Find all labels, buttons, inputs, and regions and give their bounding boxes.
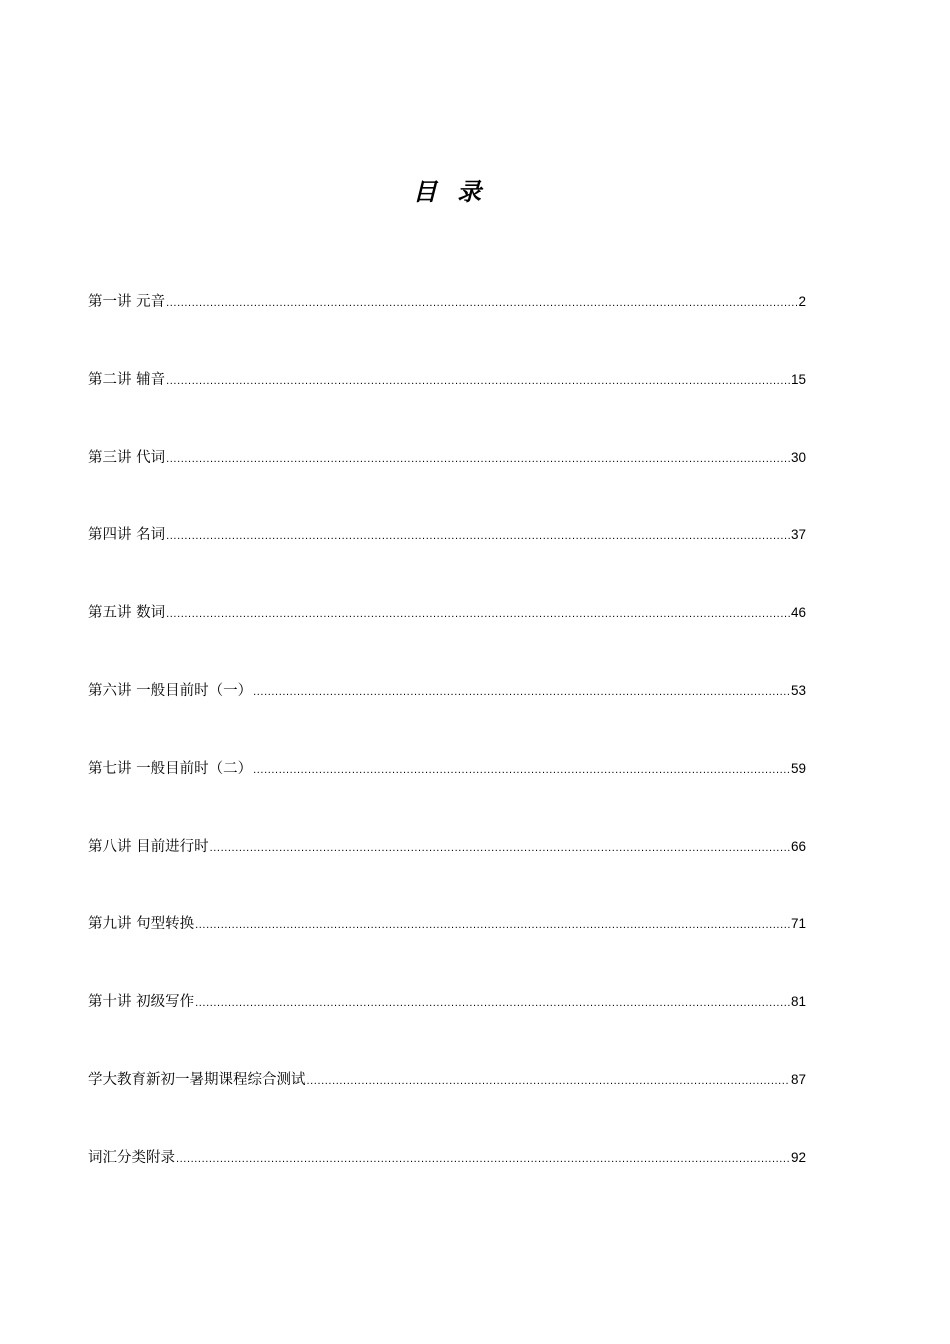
toc-page-number: 37 <box>790 527 806 543</box>
dot-leader <box>166 370 790 392</box>
toc-page-number: 87 <box>790 1071 806 1087</box>
toc-page-number: 59 <box>790 760 806 776</box>
toc-page-number: 71 <box>790 916 806 932</box>
dot-leader <box>166 292 797 314</box>
toc-entry-10[interactable] <box>88 991 806 1069</box>
toc-entry-5[interactable] <box>88 602 806 680</box>
dot-leader <box>195 992 790 1014</box>
dot-leader <box>195 914 790 936</box>
toc-entry-label: 第七讲 一般目前时（二） <box>88 760 253 777</box>
toc-entry-11[interactable] <box>88 1069 806 1147</box>
toc-entry-4[interactable] <box>88 524 806 602</box>
toc-entry-label: 第二讲 辅音 <box>88 371 166 388</box>
toc-entry-1[interactable] <box>88 291 806 369</box>
toc-entry-2[interactable] <box>88 369 806 447</box>
toc-entry-label: 第五讲 数词 <box>88 605 166 622</box>
toc-page-number: 15 <box>790 371 806 387</box>
toc-page-number: 92 <box>790 1149 806 1165</box>
toc-entry-8[interactable] <box>88 836 806 914</box>
table-of-contents <box>88 291 806 1225</box>
toc-entry-label: 学大教育新初一暑期课程综合测试 <box>88 1071 306 1088</box>
toc-entry-label: 第三讲 代词 <box>88 449 166 466</box>
toc-entry-label: 第十讲 初级写作 <box>88 994 195 1011</box>
toc-page-number: 66 <box>790 838 806 854</box>
toc-entry-12[interactable] <box>88 1147 806 1225</box>
dot-leader <box>176 1148 790 1170</box>
dot-leader <box>253 759 790 781</box>
toc-page-number: 81 <box>790 994 806 1010</box>
dot-leader <box>210 837 790 859</box>
dot-leader <box>166 603 790 625</box>
dot-leader <box>253 681 790 703</box>
toc-page-number: 53 <box>790 682 806 698</box>
toc-entry-6[interactable] <box>88 680 806 758</box>
toc-entry-label: 第八讲 目前进行时 <box>88 838 209 855</box>
toc-entry-label: 第一讲 元音 <box>88 294 166 310</box>
toc-entry-9[interactable] <box>88 913 806 991</box>
toc-entry-label: 词汇分类附录 <box>88 1149 175 1166</box>
dot-leader <box>166 525 790 547</box>
toc-entry-3[interactable] <box>88 447 806 525</box>
toc-page-number: 2 <box>798 294 806 309</box>
toc-page-number: 46 <box>790 605 806 621</box>
dot-leader <box>166 448 790 470</box>
toc-title: 目 录 <box>412 177 488 206</box>
toc-entry-7[interactable] <box>88 758 806 836</box>
toc-entry-label: 第四讲 名词 <box>88 527 166 544</box>
toc-entry-label: 第六讲 一般目前时（一） <box>88 682 253 699</box>
toc-page-number: 30 <box>790 449 806 465</box>
dot-leader <box>307 1070 790 1092</box>
toc-entry-label: 第九讲 句型转换 <box>88 916 195 933</box>
